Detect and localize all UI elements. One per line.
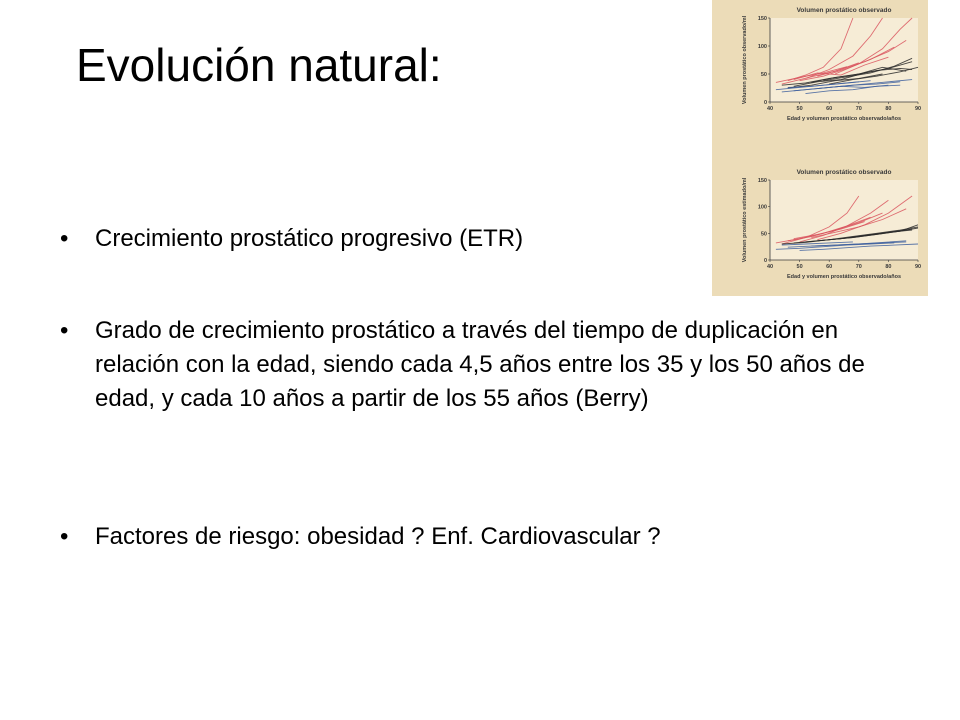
x-tick-label: 50 [796, 106, 803, 112]
x-tick-label: 50 [796, 264, 803, 270]
prostate-volume-figure [712, 0, 928, 296]
bullet-icon: • [60, 523, 69, 550]
x-tick-label: 60 [826, 264, 833, 270]
y-tick-label: 150 [757, 178, 767, 184]
x-axis-label: Edad y volumen prostático observado/años [787, 274, 901, 280]
y-axis-label: Volumen prostático estimado/ml [742, 177, 748, 263]
bullet-text: Crecimiento prostático progresivo (ETR) [95, 225, 524, 252]
bullet-text: Grado de crecimiento prostático a través del tiempo de duplicación en relación con la edad, siendo cada 4,5 años entre los 35 y los 50 años de edad, y cada 10 años a partir de los 55 años (Berry) [95, 317, 865, 412]
bullet-text: Factores de riesgo: obesidad ? Enf. Cardiovascular ? [95, 523, 661, 550]
y-tick-label: 50 [760, 231, 767, 238]
x-tick-label: 90 [914, 106, 922, 112]
y-tick-label: 150 [757, 16, 767, 22]
x-tick-label: 70 [855, 106, 862, 112]
y-tick-label: 100 [757, 204, 767, 211]
y-tick-label: 0 [763, 100, 767, 106]
plot-area [770, 18, 918, 102]
bullet-item-risk-factors [60, 520, 900, 554]
chart-title: Volumen prostático observado [796, 169, 892, 176]
slide-title: Evolución natural: [76, 39, 442, 91]
bullet-item-growth [60, 222, 680, 256]
x-tick-label: 70 [855, 264, 862, 270]
y-tick-label: 50 [760, 72, 767, 78]
x-tick-label: 80 [885, 106, 892, 112]
x-tick-label: 90 [914, 264, 922, 270]
y-tick-label: 0 [763, 258, 767, 264]
prostate-volume-charts [712, 0, 928, 296]
bullet-icon: • [60, 225, 69, 252]
x-axis-label: Edad y volumen prostático observado/años [787, 116, 901, 122]
x-tick-label: 40 [766, 106, 774, 112]
y-tick-label: 100 [757, 44, 767, 50]
x-tick-label: 40 [766, 264, 774, 270]
x-tick-label: 60 [826, 106, 833, 112]
y-axis-label: Volumen prostático observado/ml [742, 15, 748, 105]
bullet-icon: • [60, 317, 69, 344]
chart-title: Volumen prostático observado [796, 7, 892, 14]
x-tick-label: 80 [885, 264, 892, 270]
bullet-item-doubling-time [60, 314, 900, 416]
